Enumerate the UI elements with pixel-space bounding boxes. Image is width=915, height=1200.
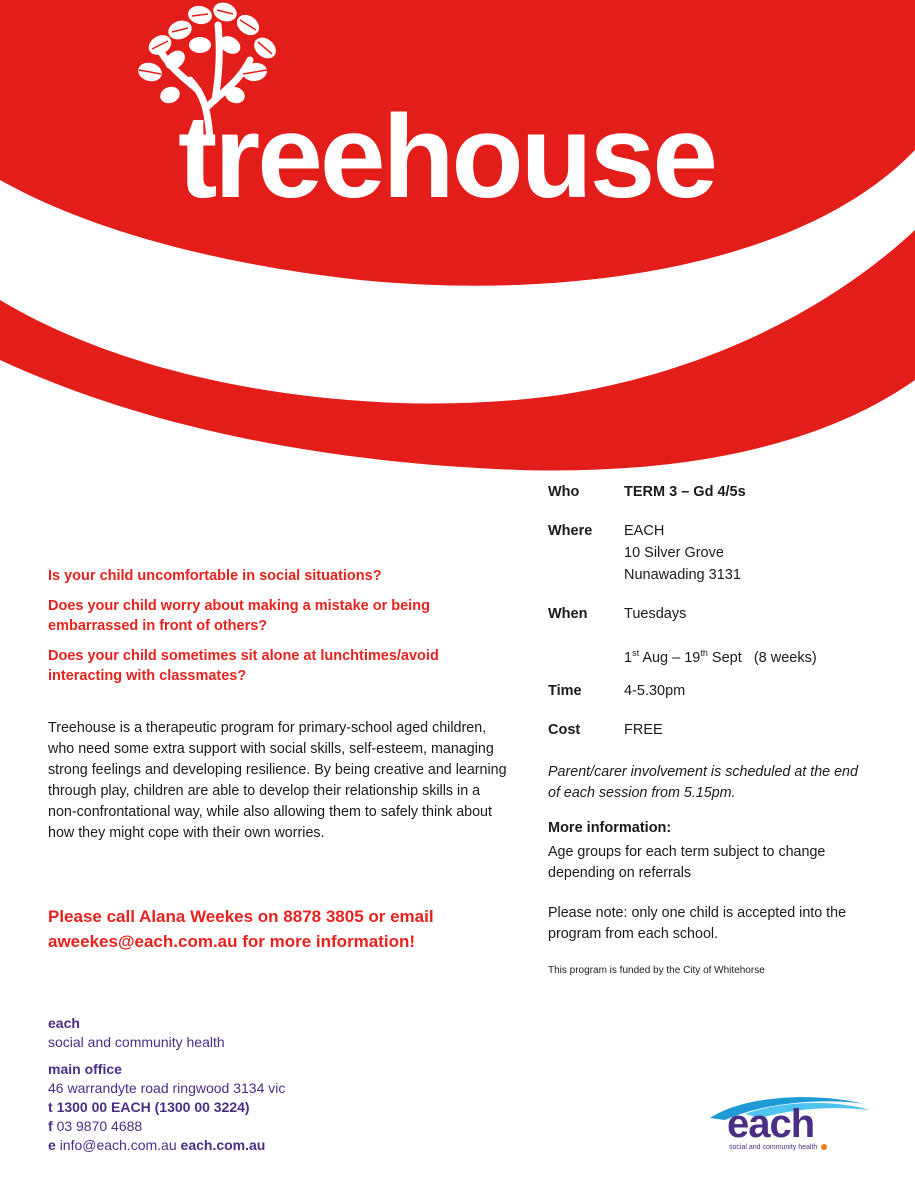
time-value: 4-5.30pm xyxy=(624,683,686,699)
call-to-action: Please call Alana Weekes on 8878 3805 or email aweekes@each.com.au for more information! xyxy=(48,907,434,951)
more-info-text: Age groups for each term subject to change depending on referrals xyxy=(548,844,826,881)
office-fax: f 03 9870 4688 xyxy=(48,1118,143,1134)
when-day: Tuesdays xyxy=(624,606,687,622)
cost-label: Cost xyxy=(548,722,581,738)
org-name: each xyxy=(48,1015,80,1031)
when-label: When xyxy=(548,606,588,622)
more-info-heading: More information: xyxy=(548,820,672,836)
where-line: EACH xyxy=(624,523,665,539)
question-2: Does your child worry about making a mistake or being embarrassed in front of others? xyxy=(48,598,430,634)
when-dates: 1st Aug – 19th Sept (8 weeks) xyxy=(624,648,817,666)
question-3: Does your child sometimes sit alone at lunchtimes/avoid interacting with classmates? xyxy=(48,648,439,684)
where-line: 10 Silver Grove xyxy=(624,545,724,561)
office-address: 46 warrandyte road ringwood 3134 vic xyxy=(48,1080,286,1096)
where-label: Where xyxy=(548,523,593,539)
each-logo xyxy=(705,1090,875,1160)
funding-note: This program is funded by the City of Whitehorse xyxy=(548,965,765,976)
email-link[interactable]: info@each.com.au xyxy=(59,1137,177,1153)
office-contact: e info@each.com.au each.com.au xyxy=(48,1137,266,1153)
office-label: main office xyxy=(48,1061,122,1077)
where-line: Nunawading 3131 xyxy=(624,567,741,583)
footer-office xyxy=(48,1060,285,1155)
time-label: Time xyxy=(548,683,582,699)
question-1: Is your child uncomfortable in social situations? xyxy=(48,568,382,584)
logo-wordmark: each xyxy=(727,1102,815,1146)
office-phone: t 1300 00 EACH (1300 00 3224) xyxy=(48,1099,250,1115)
intro-paragraph: Treehouse is a therapeutic program for primary-school aged children, who need some extra support with social skills, self-esteem, managing strong feelings and developing resilience. By being creative and learning through play, children are able to develop their relationship skills in a non-confrontational way, while also allowing them to safely think about how they might cope with their own worries. xyxy=(48,720,507,841)
brand-title: treehouse xyxy=(178,91,715,223)
who-label: Who xyxy=(548,484,580,500)
where-value xyxy=(624,520,741,586)
logo-dot xyxy=(821,1144,827,1150)
who-value: TERM 3 – Gd 4/5s xyxy=(624,484,746,500)
logo-tagline: social and community health xyxy=(729,1144,818,1151)
cost-value: FREE xyxy=(624,722,663,738)
org-description: social and community health xyxy=(48,1034,225,1050)
website-link[interactable]: each.com.au xyxy=(180,1137,266,1153)
footer-org xyxy=(48,1014,225,1052)
school-note: Please note: only one child is accepted into the program from each school. xyxy=(548,905,847,942)
parent-note: Parent/carer involvement is scheduled at the end of each session from 5.15pm. xyxy=(548,764,858,801)
